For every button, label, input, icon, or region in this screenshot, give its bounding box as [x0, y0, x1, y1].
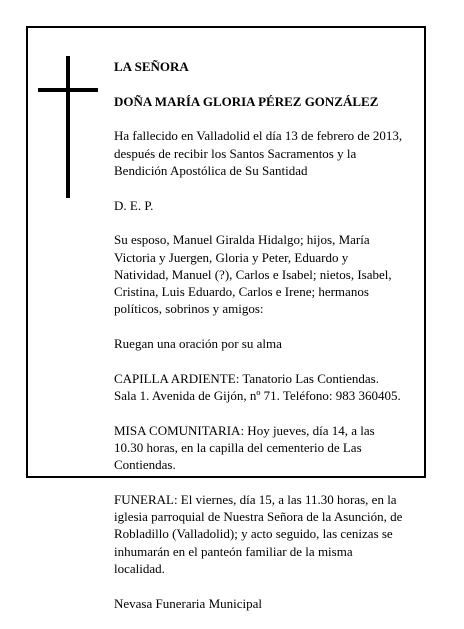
- family-list: Su esposo, Manuel Giralda Hidalgo; hijos, María Victoria y Juergen, Gloria y Peter, Eduardo y Natividad, Manuel (?), Carlos e Isabel; nietos, Isabel, Cristina, Luis Eduardo, Carlos e Irene; hermanos políticos, sobrinos y amigos:: [114, 232, 392, 317]
- deceased-name: DOÑA MARÍA GLORIA PÉREZ GONZÁLEZ: [114, 93, 379, 109]
- cross-vertical-bar: [66, 56, 70, 198]
- funeral-home: Nevasa Funeraria Municipal: [114, 595, 263, 611]
- obituary-notice: [26, 26, 426, 611]
- rest-in-peace: D. E. P.: [114, 197, 154, 213]
- funeral-info: FUNERAL: El viernes, día 15, a las 11.30 horas, en la iglesia parroquial de Nuestra Señora de la Asunción, de Robladillo (Valladolid); y acto seguido, las cenizas se inhumarán en el panteón familiar de la misma localidad.: [114, 491, 403, 576]
- death-announcement: Ha fallecido en Valladolid el día 13 de febrero de 2013, después de recibir los Santos Sacramentos y la Bendición Apostólica de Su Santidad: [114, 128, 403, 179]
- heading-title: LA SEÑORA: [114, 59, 189, 75]
- notice-text: [114, 41, 422, 629]
- cross-icon: [38, 56, 98, 198]
- cross-horizontal-bar: [38, 88, 98, 92]
- mass-info: MISA COMUNITARIA: Hoy jueves, día 14, a las 10.30 horas, en la capilla del cementerio de Las Contiendas.: [114, 422, 375, 473]
- prayer-request: Ruegan una oración por su alma: [114, 336, 282, 352]
- chapel-info: CAPILLA ARDIENTE: Tanatorio Las Contiendas. Sala 1. Avenida de Gijón, nº 71. Teléfono: 983 360405.: [114, 370, 401, 403]
